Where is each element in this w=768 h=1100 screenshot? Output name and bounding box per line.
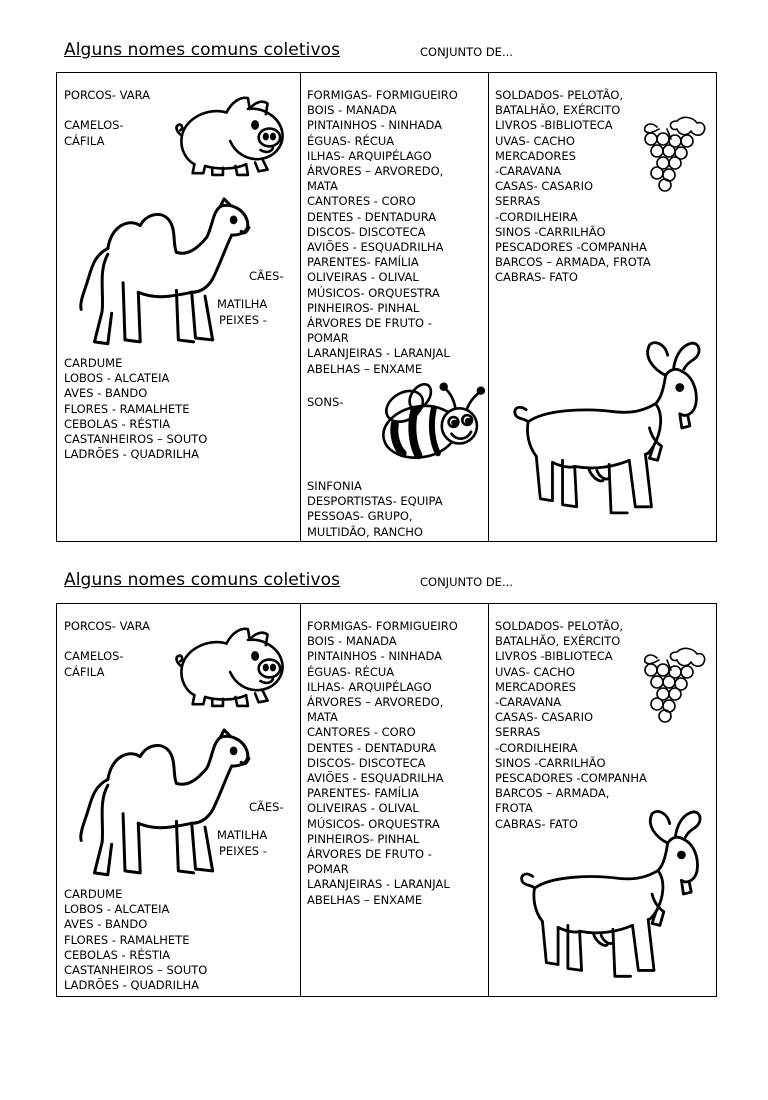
noun-list [64, 356, 207, 462]
noun-line: BOIS - MANADA [307, 103, 397, 118]
noun-line: SERRAS [495, 194, 541, 209]
worksheet-subtitle: CONJUNTO DE... [420, 575, 513, 589]
noun-line: CARDUME [64, 356, 123, 370]
noun-line: DENTES - DENTADURA [307, 209, 437, 224]
noun-line: MATA [307, 179, 338, 194]
noun-line: LADRÕES - QUADRILHA [64, 447, 199, 462]
collective-nouns-table [56, 72, 717, 542]
noun-line: BARCOS – ARMADA, [495, 786, 610, 801]
noun-line: PINTAINHOS - NINHADA [307, 118, 443, 133]
noun-line: CARDUME [64, 887, 123, 901]
noun-list [307, 88, 458, 377]
noun-list [307, 619, 458, 908]
noun-line: LOBOS - ALCATEIA [64, 371, 170, 386]
noun-line: CÃES- [249, 269, 284, 283]
noun-line: DISCOS- DISCOTECA [307, 755, 426, 770]
noun-line: MÚSICOS- ORQUESTRA [307, 285, 440, 300]
noun-line: -CARAVANA [495, 695, 562, 710]
noun-line: DESPORTISTAS- EQUIPA [307, 494, 443, 509]
noun-line: PINTAINHOS - NINHADA [307, 649, 443, 664]
bee-icon [377, 377, 485, 465]
noun-line: POMAR [307, 862, 349, 877]
noun-line: MERCADORES [495, 679, 576, 694]
noun-line: PEIXES - [219, 313, 267, 327]
noun-line: LIVROS -BIBLIOTECA [495, 118, 613, 133]
column-divider [300, 604, 301, 996]
noun-line: CÃES- [249, 800, 284, 814]
noun-line: MULTIDÃO, RANCHO [307, 524, 423, 539]
noun-list [495, 619, 647, 832]
noun-line: ABELHAS – ENXAME [307, 361, 423, 376]
worksheet-title: Alguns nomes comuns coletivos [64, 570, 341, 590]
noun-line: AVES - BANDO [64, 917, 148, 932]
noun-line: PARENTES- FAMÍLIA [307, 786, 419, 801]
noun-line: -CORDILHEIRA [495, 740, 578, 755]
noun-line: ILHAS- ARQUIPÉLAGO [307, 679, 432, 694]
pig-icon [173, 620, 289, 716]
worksheet-subtitle: CONJUNTO DE... [420, 45, 513, 59]
noun-line: LARANJEIRAS - LARANJAL [307, 346, 450, 361]
noun-line: UVAS- CACHO [495, 664, 575, 679]
noun-line: SERRAS [495, 725, 541, 740]
noun-line: CAMELOS- [64, 118, 124, 132]
noun-line: OLIVEIRAS - OLIVAL [307, 801, 419, 816]
noun-line: CANTORES - CORO [307, 725, 416, 740]
camel-icon [67, 728, 263, 890]
noun-line: LARANJEIRAS - LARANJAL [307, 877, 450, 892]
goat-icon [503, 335, 707, 527]
noun-line: ÁRVORES – ARVOREDO, [307, 164, 444, 179]
noun-line: SONS- [307, 395, 344, 409]
column-divider [488, 604, 489, 996]
noun-line: PEIXES - [219, 844, 267, 858]
noun-line: FLORES - RAMALHETE [64, 932, 190, 947]
noun-line: FORMIGAS- FORMIGUEIRO [307, 619, 458, 633]
column-divider [488, 73, 489, 541]
noun-line: DENTES - DENTADURA [307, 740, 437, 755]
noun-line: ÁRVORES – ARVOREDO, [307, 695, 444, 710]
noun-line: BOIS - MANADA [307, 634, 397, 649]
noun-line: FROTA [495, 801, 533, 816]
noun-line: AVES - BANDO [64, 386, 148, 401]
noun-line: CÁFILA [64, 134, 105, 148]
noun-line: PORCOS- VARA [64, 619, 150, 633]
noun-line: MERCADORES [495, 148, 576, 163]
noun-line: PORCOS- VARA [64, 88, 150, 102]
noun-line: SINOS -CARRILHÃO [495, 755, 606, 770]
pig-icon [173, 89, 289, 185]
noun-line: MATA [307, 710, 338, 725]
noun-line: CAMELOS- [64, 649, 124, 663]
noun-line: SOLDADOS- PELOTÃO, [495, 619, 624, 633]
noun-line: BARCOS – ARMADA, FROTA [495, 255, 651, 270]
noun-line: FORMIGAS- FORMIGUEIRO [307, 88, 458, 102]
noun-line: AVIÕES - ESQUADRILHA [307, 240, 444, 255]
column-divider [300, 73, 301, 541]
worksheet-bottom [56, 570, 717, 1100]
noun-line: BATALHÃO, EXÉRCITO [495, 103, 621, 118]
noun-line: LOBOS - ALCATEIA [64, 902, 170, 917]
noun-line: BATALHÃO, EXÉRCITO [495, 634, 621, 649]
noun-line: -CORDILHEIRA [495, 209, 578, 224]
noun-line: MÚSICOS- ORQUESTRA [307, 816, 440, 831]
noun-line: SOLDADOS- PELOTÃO, [495, 88, 624, 102]
collective-nouns-table [56, 603, 717, 997]
grapes-icon [637, 646, 707, 726]
noun-line: CABRAS- FATO [495, 816, 578, 831]
noun-list [307, 479, 443, 540]
noun-line: CEBOLAS - RÉSTIA [64, 947, 171, 962]
worksheet-title: Alguns nomes comuns coletivos [64, 40, 341, 60]
noun-line: MATILHA [217, 297, 268, 311]
noun-line: ÉGUAS- RÉCUA [307, 664, 395, 679]
noun-line: DISCOS- DISCOTECA [307, 224, 426, 239]
noun-line: FLORES - RAMALHETE [64, 401, 190, 416]
noun-list [495, 88, 651, 286]
noun-line: CABRAS- FATO [495, 270, 578, 285]
noun-line: LIVROS -BIBLIOTECA [495, 649, 613, 664]
noun-line: OLIVEIRAS - OLIVAL [307, 270, 419, 285]
noun-line: -CARAVANA [495, 164, 562, 179]
goat-icon [511, 804, 707, 990]
noun-line: CEBOLAS - RÉSTIA [64, 416, 171, 431]
noun-line: SINFONIA [307, 479, 362, 493]
noun-list [64, 887, 207, 993]
noun-line: AVIÕES - ESQUADRILHA [307, 771, 444, 786]
noun-line: CANTORES - CORO [307, 194, 416, 209]
camel-icon [67, 197, 263, 359]
noun-line: CASAS- CASARIO [495, 710, 594, 725]
grapes-icon [637, 115, 707, 195]
noun-line: PARENTES- FAMÍLIA [307, 255, 419, 270]
noun-line: ÁRVORES DE FRUTO - [307, 847, 432, 862]
worksheet-top [56, 40, 717, 570]
noun-line: MATILHA [217, 828, 268, 842]
noun-line: SINOS -CARRILHÃO [495, 224, 606, 239]
noun-line: CASAS- CASARIO [495, 179, 594, 194]
noun-line: PINHEIROS- PINHAL [307, 831, 420, 846]
noun-line: ILHAS- ARQUIPÉLAGO [307, 148, 432, 163]
noun-line: POMAR [307, 331, 349, 346]
noun-line: LADRÕES - QUADRILHA [64, 978, 199, 993]
noun-line: ABELHAS – ENXAME [307, 892, 423, 907]
noun-line: UVAS- CACHO [495, 133, 575, 148]
noun-line: CÁFILA [64, 665, 105, 679]
noun-line: PINHEIROS- PINHAL [307, 300, 420, 315]
noun-line: PESSOAS- GRUPO, [307, 509, 413, 524]
noun-line: PESCADORES -COMPANHA [495, 240, 647, 255]
noun-line: PESCADORES -COMPANHA [495, 771, 647, 786]
noun-line: CASTANHEIROS – SOUTO [64, 432, 208, 447]
noun-line: ÉGUAS- RÉCUA [307, 133, 395, 148]
noun-line: CASTANHEIROS – SOUTO [64, 963, 208, 978]
noun-line: ÁRVORES DE FRUTO - [307, 316, 432, 331]
